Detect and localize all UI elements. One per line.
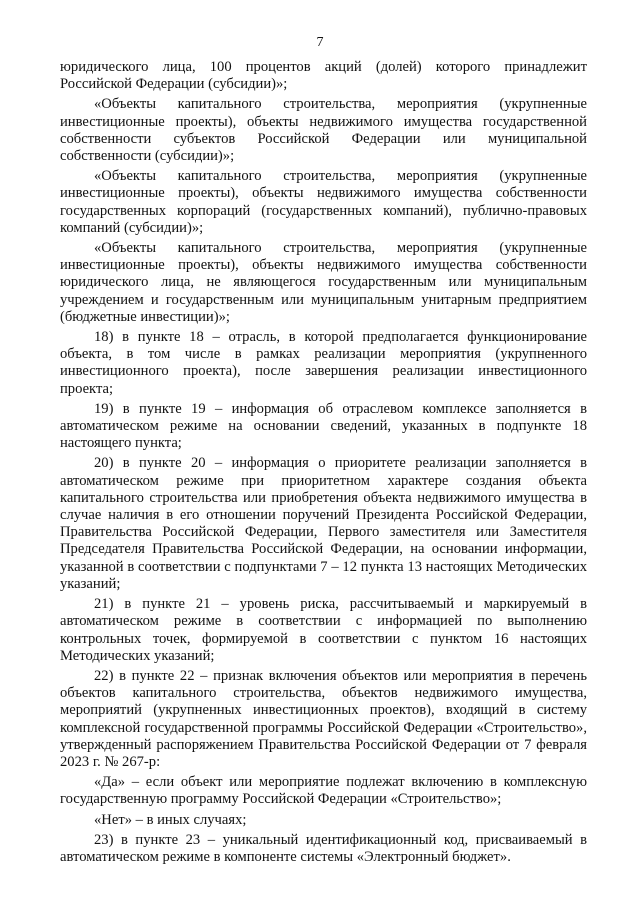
- paragraph-no-option: «Нет» – в иных случаях;: [94, 811, 247, 828]
- paragraph-legal-entity-objects: «Объекты капитального строительства, мероприятия (укрупненные инвестиционные проекты), объекты недвижимого имущества собственности юридического лица, не являющегося государственным или муниципальным учреждением и государственным или муниципальным унитарным предприятием (бюджетные инвестиции)»;: [60, 240, 587, 325]
- paragraph-item-20: 20) в пункте 20 – информация о приоритете реализации заполняется в автоматическом режиме при приоритетном характере создания объекта капитального строительства или приобретения объекта недвижимого имущества в случае наличия в его отношении поручений Президента Российской Федерации, Правительства Российской Федерации, Первого заместителя или Заместителя Председателя Правительства Российской Федерации, на основании информации, указанной в соответствии с подпунктами 7 – 12 пункта 13 настоящих Методических указаний;: [60, 455, 587, 592]
- paragraph-item-18: 18) в пункте 18 – отрасль, в которой предполагается функционирование объекта, в том числе в рамках реализации мероприятия (укрупненного инвестиционного проекта), после завершения реализации инвестиционного проекта;: [60, 329, 587, 397]
- paragraph-item-19: 19) в пункте 19 – информация об отраслевом комплексе заполняется в автоматическом режиме на основании сведений, указанных в подпункте 18 настоящего пункта;: [60, 400, 587, 452]
- paragraph-yes-option: «Да» – если объект или мероприятие подлежат включению в комплексную государственную программу Российской Федерации «Строительство»;: [60, 774, 587, 808]
- document-body: [60, 59, 587, 866]
- paragraph-item-22: 22) в пункте 22 – признак включения объектов или мероприятия в перечень объектов капитального строительства, объектов недвижимого имущества, мероприятий (укрупненных инвестиционных проектов), входящий в систему комплексной государственной программы Российской Федерации «Строительство», утвержденный распоряжением Правительства Российской Федерации от 7 февраля 2023 г. № 267-р:: [60, 667, 587, 770]
- paragraph-item-23: 23) в пункте 23 – уникальный идентификационный код, присваиваемый в автоматическом режиме в компоненте системы «Электронный бюджет».: [60, 831, 587, 865]
- paragraph-item-21: 21) в пункте 21 – уровень риска, рассчитываемый и маркируемый в автоматическом режиме в соответствии с информацией по выполнению контрольных точек, формируемой в соответствии с пунктом 16 настоящих Методических указаний;: [60, 596, 587, 664]
- paragraph-state-subjects-objects: «Объекты капитального строительства, мероприятия (укрупненные инвестиционные проекты), объекты недвижимого имущества государственной собственности субъектов Российской Федерации или муниципальной собственности (субсидии)»;: [60, 96, 587, 165]
- paragraph-state-corporations-objects: «Объекты капитального строительства, мероприятия (укрупненные инвестиционные проекты), объекты недвижимого имущества собственности государственных корпораций (государственных компаний), публично-правовых компаний (субсидии)»;: [60, 168, 587, 236]
- paragraph-continuation: юридического лица, 100 процентов акций (долей) которого принадлежит Российской Федерации (субсидии)»;: [60, 59, 587, 93]
- page-number: 7: [316, 35, 324, 50]
